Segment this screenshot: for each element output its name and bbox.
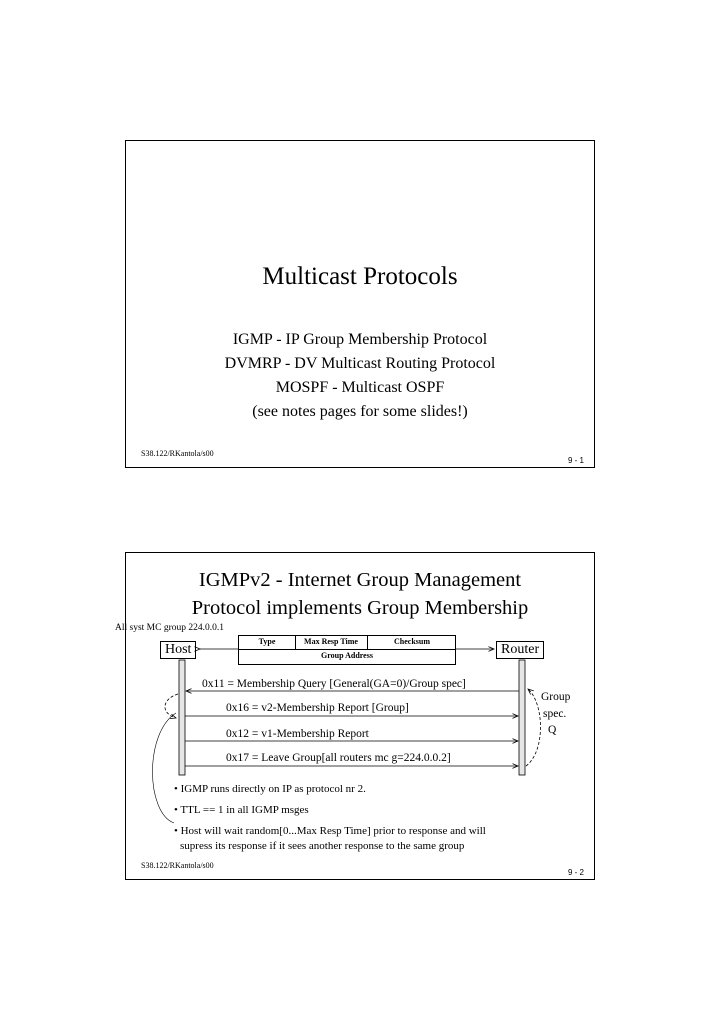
host-bullet-bracket [153, 713, 177, 823]
msg-v2-report: 0x16 = v2-Membership Report [Group] [226, 702, 409, 714]
slide-1-page-number: 9 - 1 [567, 456, 584, 465]
group-spec-label-1: Group [541, 691, 571, 703]
router-group-spec-curve [526, 689, 541, 766]
host-box: Host [160, 641, 196, 659]
slide-2 [115, 552, 595, 880]
slide-2-title-line-1: IGMPv2 - Internet Group Management [198, 569, 522, 591]
host-wait-curve [165, 694, 178, 718]
slide-1-line-dvmrp: DVMRP - DV Multicast Routing Protocol [224, 355, 496, 372]
slide-2-page-number: 9 - 2 [567, 868, 584, 877]
slide-1 [125, 140, 595, 468]
slide-2-title-line-2: Protocol implements Group Membership [191, 597, 529, 619]
host-lifeline [179, 660, 185, 775]
router-box: Router [496, 641, 544, 659]
packet-max-resp-field: Max Resp Time [304, 637, 358, 646]
slide-1-line-mospf: MOSPF - Multicast OSPF [275, 379, 445, 396]
slide-1-footer-left: S38.122/RKantola/s00 [141, 449, 214, 458]
packet-group-address-field: Group Address [321, 651, 373, 660]
slide-1-line-notes: (see notes pages for some slides!) [252, 403, 468, 420]
all-syst-label: All syst MC group 224.0.0.1 [115, 623, 224, 633]
msg-leave-group: 0x17 = Leave Group[all routers mc g=224.0.0.2] [226, 752, 451, 764]
slide-2-footer-left: S38.122/RKantola/s00 [141, 861, 214, 870]
bullet-protocol-nr: • IGMP runs directly on IP as protocol nr 2. [174, 783, 366, 795]
packet-checksum-field: Checksum [393, 637, 430, 646]
msg-v1-report: 0x12 = v1-Membership Report [226, 728, 369, 740]
msg-membership-query: 0x11 = Membership Query [General(GA=0)/Group spec] [202, 678, 466, 690]
slide-1-title: Multicast Protocols [262, 263, 458, 290]
router-lifeline [519, 660, 525, 775]
group-spec-label-3: Q [548, 724, 557, 736]
bullet-random-wait: • Host will wait random[0...Max Resp Time] prior to response and will [174, 825, 486, 837]
bullet-ttl: • TTL == 1 in all IGMP msges [174, 804, 309, 816]
bullet-random-wait-cont: supress its response if it sees another response to the same group [180, 840, 465, 852]
group-spec-label-2: spec. [543, 708, 567, 720]
slide-1-line-igmp: IGMP - IP Group Membership Protocol [232, 331, 488, 348]
packet-type-field: Type [258, 637, 276, 646]
